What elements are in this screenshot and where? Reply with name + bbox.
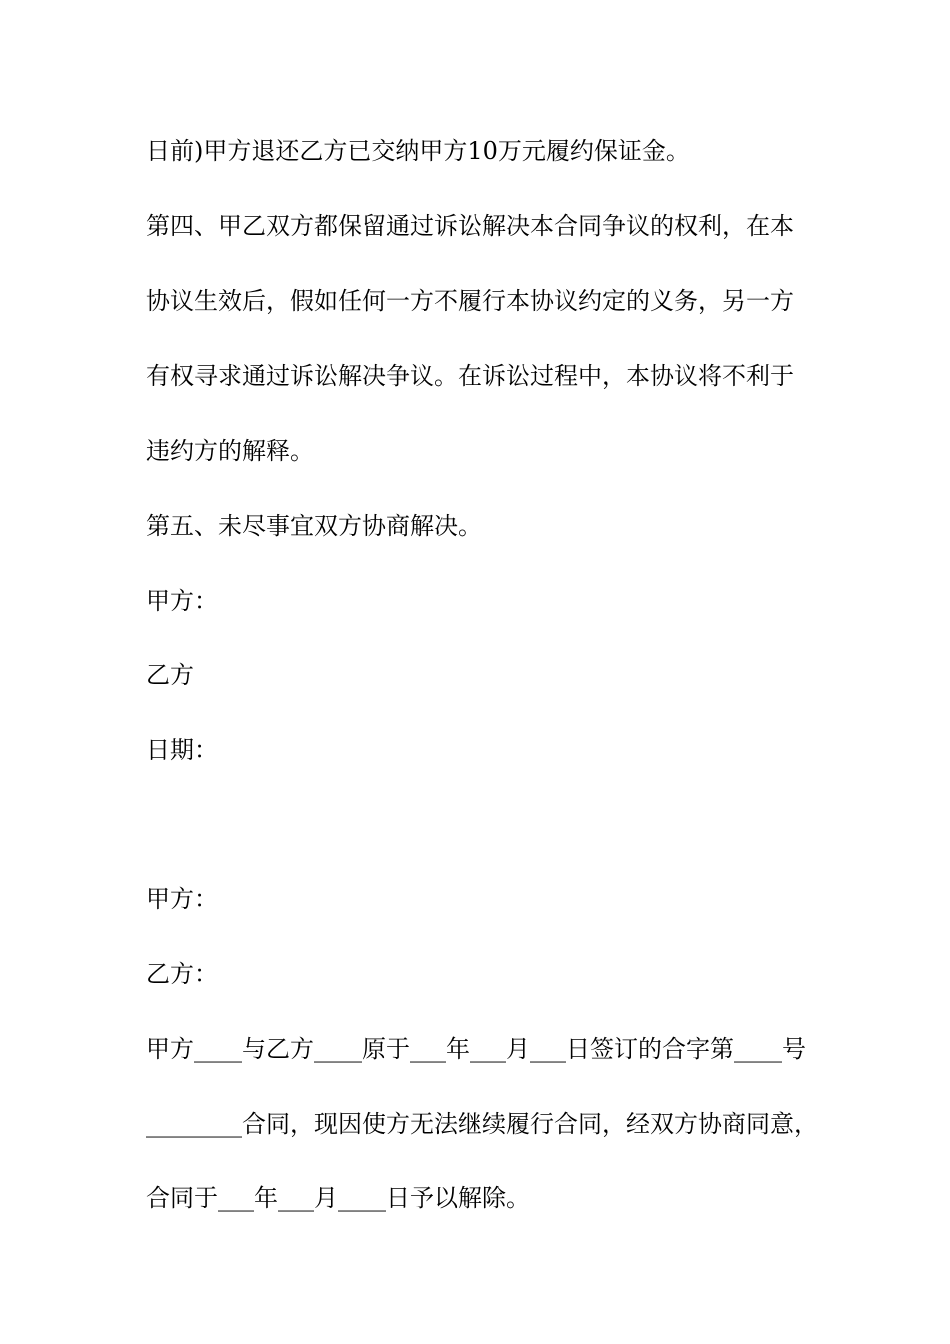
termination-line-2: ________合同，现因使方无法继续履行合同，经双方协商同意， [146,1110,818,1138]
clause-four-line-2: 协议生效后，假如任何一方不履行本协议约定的义务，另一方 [146,287,794,315]
termination-line-1: 甲方____与乙方____原于___年___月___日签订的合字第____号 [146,1035,806,1063]
clause-five: 第五、未尽事宜双方协商解决。 [146,512,482,540]
clause-four-line-3: 有权寻求通过诉讼解决争议。在诉讼过程中，本协议将不利于 [146,362,794,390]
paragraph-deposit-refund: 日前)甲方退还乙方已交纳甲方10万元履约保证金。 [146,137,690,165]
termination-line-3: 合同于___年___月____日予以解除。 [146,1184,530,1212]
date-label: 日期： [146,736,218,764]
party-b-label: 乙方 [146,661,194,689]
party-a-label: 甲方： [146,587,218,615]
clause-four-line-4: 违约方的解释。 [146,437,314,465]
clause-four-line-1: 第四、甲乙双方都保留通过诉讼解决本合同争议的权利，在本 [146,212,794,240]
party-a-label-2: 甲方： [146,885,218,913]
party-b-label-2: 乙方： [146,960,218,988]
